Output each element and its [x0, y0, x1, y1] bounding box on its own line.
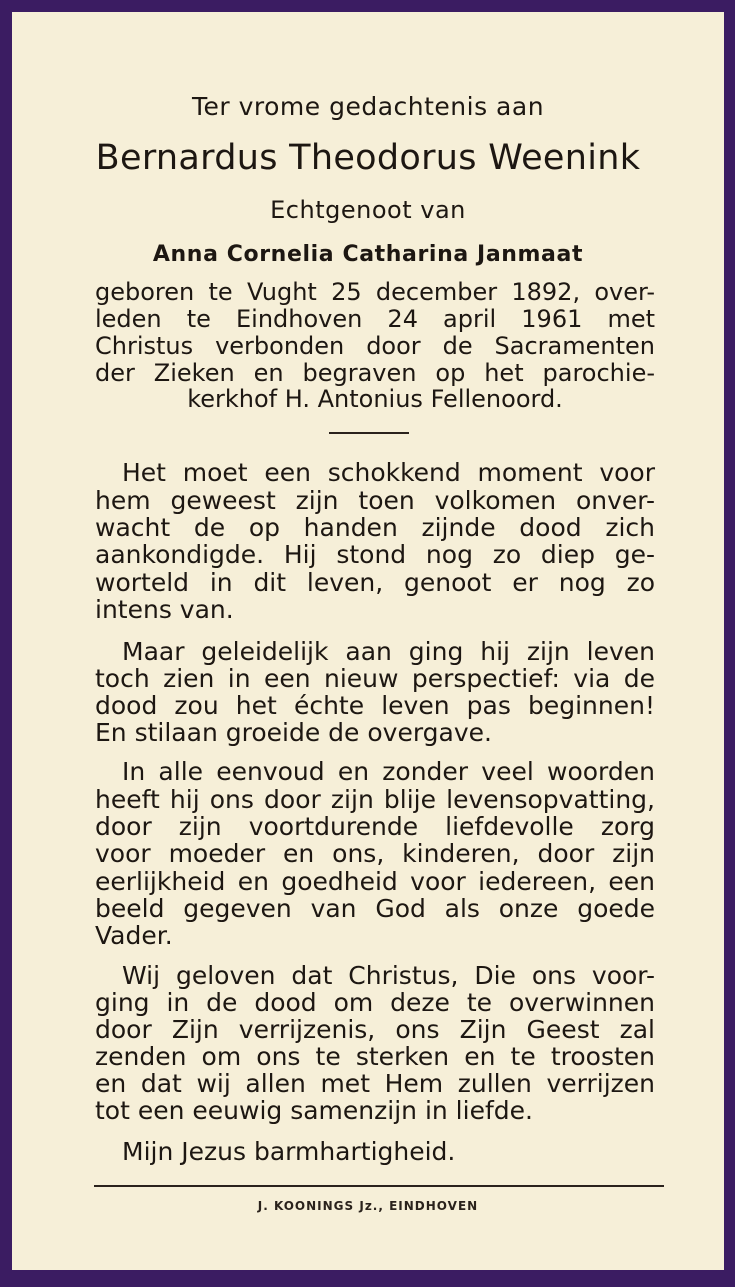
bio-line: leden te Eindhoven 24 april 1961 met — [95, 305, 655, 333]
text-line: intens van. — [95, 595, 234, 624]
text-line: voor moeder en ons, kinderen, door zijn — [95, 839, 655, 868]
text-line: door zijn voortdurende liefdevolle zorg — [95, 812, 655, 841]
text-line: Wij geloven dat Christus, Die ons voor- — [122, 961, 655, 990]
text-line: en dat wij allen met Hem zullen verrijzen — [95, 1069, 655, 1098]
bio-line: der Zieken en begraven op het parochie- — [95, 359, 655, 387]
text-line: ging in de dood om deze te overwinnen — [95, 988, 655, 1017]
text-line: door Zijn verrijzenis, ons Zijn Geest zal — [95, 1015, 655, 1044]
text-line: worteld in dit leven, genoot er nog zo — [95, 568, 655, 597]
text-line: toch zien in een nieuw perspectief: via de — [95, 664, 655, 693]
text-line: hem geweest zijn toen volkomen onver- — [95, 486, 655, 515]
card-paper — [12, 12, 724, 1270]
spouse-name: Anna Cornelia Catharina Janmaat — [152, 242, 584, 267]
text-line: beeld gegeven van God als onze goede — [95, 894, 655, 923]
text-line: In alle eenvoud en zonder veel woorden — [122, 757, 655, 786]
text-line: aankondigde. Hij stond nog zo diep ge- — [95, 540, 655, 569]
bio-line: geboren te Vught 25 december 1892, over- — [95, 278, 655, 306]
bio-line: Christus verbonden door de Sacramenten — [95, 332, 655, 360]
text-line: Vader. — [95, 921, 173, 950]
text-line: Maar geleidelijk aan ging hij zijn leven — [122, 637, 655, 666]
text-line: wacht de op handen zijnde dood zich — [95, 513, 655, 542]
printer-credit: J. KOONINGS Jz., EINDHOVEN — [257, 1199, 479, 1213]
text-line: heeft hij ons door zijn blije levensopvatting, — [95, 785, 655, 814]
text-line: zenden om ons te sterken en te troosten — [95, 1042, 655, 1071]
text-line: dood zou het échte leven pas beginnen! — [95, 691, 655, 720]
intro-text: Ter vrome gedachtenis aan — [191, 92, 545, 121]
text-line: tot een eeuwig samenzijn in liefde. — [95, 1096, 533, 1125]
divider-long — [94, 1185, 664, 1187]
text-line: eerlijkheid en goedheid voor iedereen, een — [95, 867, 655, 896]
closing-prayer: Mijn Jezus barmhartigheid. — [122, 1137, 456, 1166]
text-line: En stilaan groeide de overgave. — [95, 718, 492, 747]
bio-line: kerkhof H. Antonius Fellenoord. — [187, 385, 563, 413]
deceased-name: Bernardus Theodorus Weenink — [95, 138, 641, 178]
divider-short — [329, 432, 409, 434]
spouse-label: Echtgenoot van — [270, 196, 466, 224]
text-line: Het moet een schokkend moment voor — [122, 458, 655, 487]
